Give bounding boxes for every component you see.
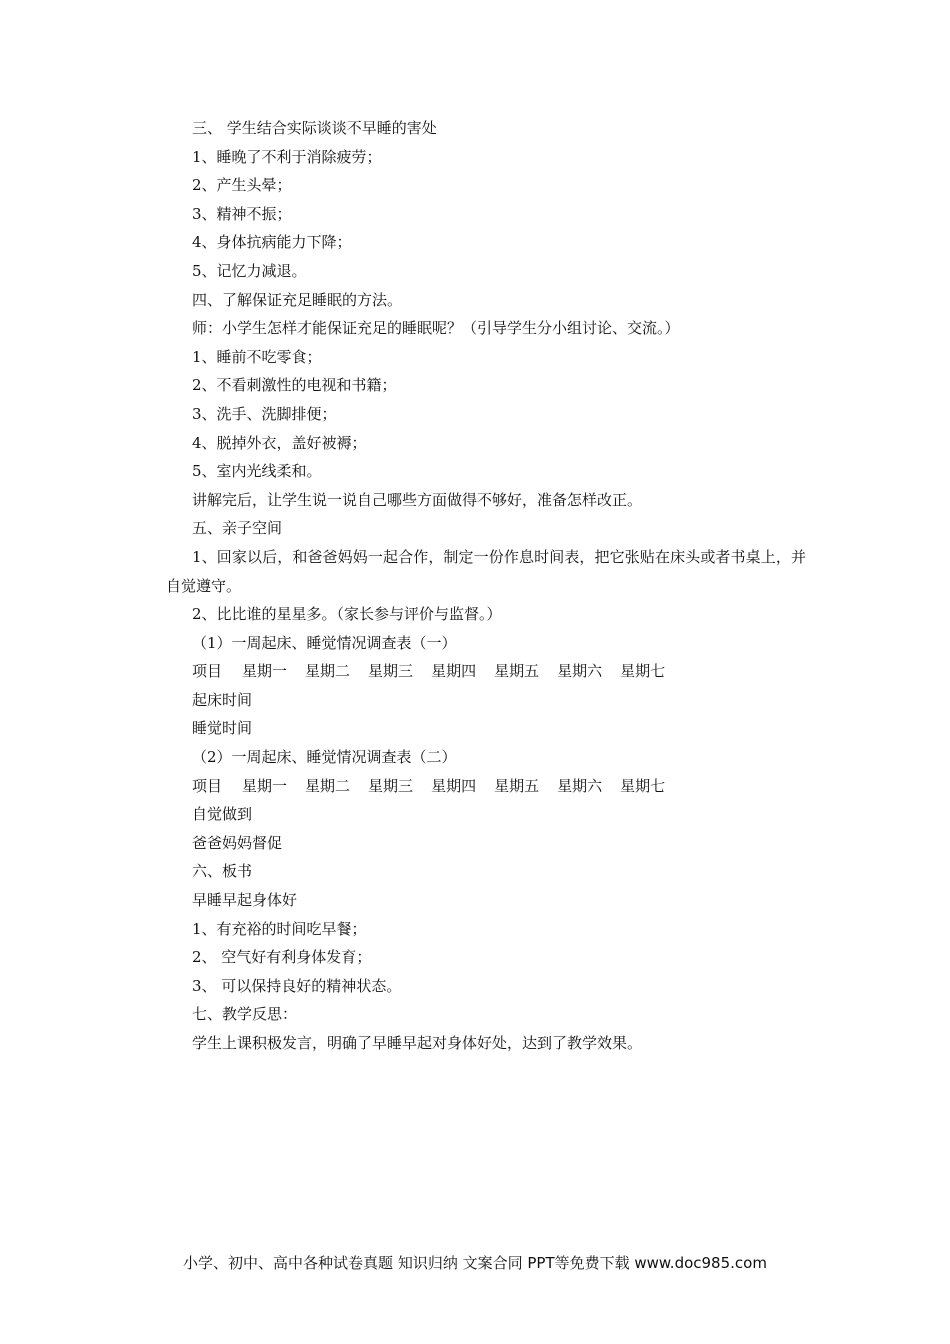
section-heading-3: 三、 学生结合实际谈谈不早睡的害处 — [192, 119, 437, 137]
table-header-cell: 星期六 — [557, 776, 603, 795]
section-heading-4: 四、了解保证充足睡眠的方法。 — [192, 290, 403, 309]
table-header-cell: 星期二 — [305, 662, 351, 681]
table-header-row — [166, 772, 806, 801]
table-header-row — [166, 657, 806, 686]
document-body — [166, 114, 806, 1058]
table-header-cell: 项目 — [192, 776, 223, 795]
paragraph: 讲解完后，让学生说一说自己哪些方面做得不够好，准备怎样改正。 — [192, 490, 643, 509]
list-item: 5、室内光线柔和。 — [192, 462, 322, 481]
list-item: 3、洗手、洗脚排便； — [192, 404, 337, 423]
list-item: 3、 可以保持良好的精神状态。 — [192, 976, 402, 995]
table-row: 自觉做到 — [192, 805, 253, 824]
list-item: 2、产生头晕； — [192, 176, 292, 195]
table-header-cell: 星期五 — [494, 662, 540, 681]
list-item: 1、睡前不吃零食； — [192, 347, 322, 366]
table-header-cell: 项目 — [192, 662, 223, 681]
table-header-cell: 星期六 — [557, 662, 603, 681]
list-item: 5、记忆力减退。 — [192, 261, 307, 280]
table-header-cell: 星期四 — [431, 662, 477, 681]
table-header-cell: 星期七 — [620, 776, 666, 795]
list-item: 3、精神不振； — [192, 204, 292, 223]
list-item: 4、身体抗病能力下降； — [192, 233, 352, 252]
section-heading-6: 六、板书 — [192, 862, 253, 881]
paragraph: 1、回家以后，和爸爸妈妈一起合作，制定一份作息时间表，把它张贴在床头或者书桌上，并自觉遵守。 — [166, 547, 806, 595]
footer-banner: 小学、初中、高中各种试卷真题 知识归纳 文案合同 PPT等免费下载 www.doc985.com — [183, 1254, 767, 1272]
table-title: （1）一周起床、睡觉情况调查表（一） — [192, 633, 457, 652]
table-header-cell: 星期五 — [494, 776, 540, 795]
section-heading-7: 七、教学反思： — [192, 1005, 298, 1024]
list-item: 2、 空气好有利身体发育； — [192, 948, 372, 967]
blackboard-title: 早睡早起身体好 — [192, 891, 298, 910]
list-item: 4、脱掉外衣，盖好被褥； — [192, 433, 367, 452]
list-item: 1、睡晚了不利于消除疲劳； — [192, 147, 382, 166]
table-header-cell: 星期七 — [620, 662, 666, 681]
table-row: 睡觉时间 — [192, 719, 253, 738]
table-header-cell: 星期三 — [368, 662, 414, 681]
table-header-cell: 星期四 — [431, 776, 477, 795]
table-header-cell: 星期二 — [305, 776, 351, 795]
table-header-cell: 星期三 — [368, 776, 414, 795]
teacher-question: 师：小学生怎样才能保证充足的睡眠呢？（引导学生分小组讨论、交流。） — [192, 319, 680, 338]
table-row: 爸爸妈妈督促 — [192, 833, 283, 852]
paragraph: 学生上课积极发言，明确了早睡早起对身体好处，达到了教学效果。 — [192, 1034, 643, 1052]
list-item: 2、不看刺激性的电视和书籍； — [192, 376, 397, 395]
table-header-cell: 星期一 — [242, 662, 288, 681]
list-item: 1、有充裕的时间吃早餐； — [192, 919, 367, 938]
table-row: 起床时间 — [192, 690, 253, 709]
section-heading-5: 五、亲子空间 — [192, 519, 283, 538]
paragraph: 2、比比谁的星星多。（家长参与评价与监督。） — [192, 605, 502, 624]
table-title: （2）一周起床、睡觉情况调查表（二） — [192, 748, 457, 767]
table-header-cell: 星期一 — [242, 776, 288, 795]
